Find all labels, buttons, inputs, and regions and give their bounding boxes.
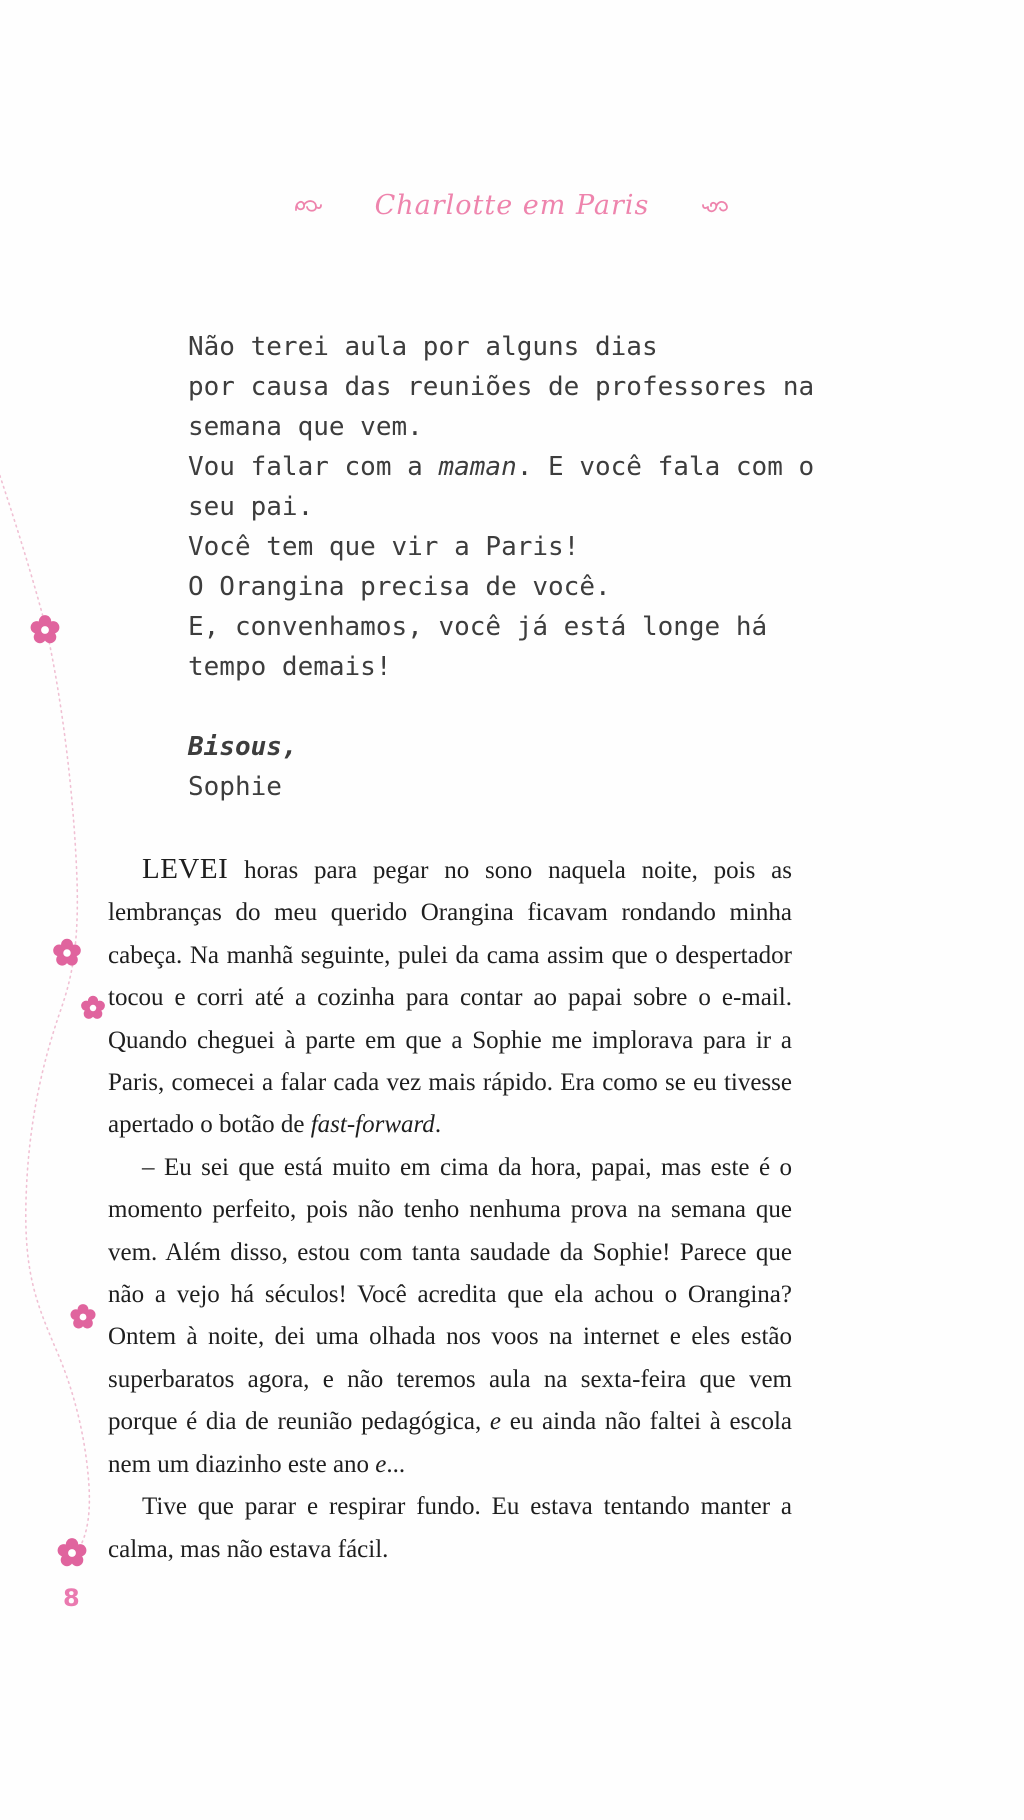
email-line [188,567,814,607]
text-segment: e [489,1408,502,1436]
flower-icon [53,939,81,966]
text-segment: Bisous, [188,732,298,762]
email-line [188,647,814,687]
paragraph [108,848,792,1147]
text-segment: Você tem que vir a Paris! [188,532,580,562]
text-segment: Vou falar com a [188,452,439,482]
text-segment: semana que vem. [188,412,423,442]
text-segment: eu ainda não faltei à escola nem um diazinho este ano [108,1408,792,1478]
email-line [188,727,814,767]
text-segment: – Eu sei que está muito em cima da hora, papai, mas este é o momento perfeito, pois não tenho nenhuma prova na semana que vem. Além disso, estou com tanta saudade da Sophie! Parece que não a vejo há séculos! Você acredita que ela achou o Orangina? Ontem à noite, dei uma olhada nos voos na internet e eles estão superbaratos agora, e não teremos aula na sexta-feira que vem porque é dia de reunião pedagógica, [108,1153,792,1436]
text-segment: LEVEI [142,853,229,885]
text-segment: fast-forward [310,1111,435,1139]
page-number: 8 [63,1584,80,1612]
dotted-vine-line [0,470,89,1556]
email-line [188,447,814,487]
text-segment: tempo demais! [188,652,392,682]
header-ornament-right-icon [701,196,731,216]
text-segment: Tive que parar e respirar fundo. Eu estava tentando manter a calma, mas não estava fácil. [108,1493,792,1563]
book-title: Charlotte em Paris [374,190,650,221]
email-line [188,327,814,367]
text-segment: horas para pegar no sono naquela noite, pois as lembranças do meu querido Orangina ficavam rondando minha cabeça. Na manhã seguinte, pulei da cama assim que o despertador tocou e corri até a cozinha para contar ao papai sobre o e-mail. Quando cheguei à parte em que a Sophie me implorava para ir a Paris, comecei a falar cada vez mais rápido. Era como se eu tivesse apertado o botão de [108,857,792,1139]
paragraph [108,1486,792,1571]
flower-icon [70,1304,95,1328]
text-segment: O Orangina precisa de você. [188,572,611,602]
email-line [188,607,814,647]
text-segment: E, convenhamos, você já está longe há [188,612,768,642]
narrative-text-block [108,848,792,1571]
email-line [188,487,814,527]
header-ornament-left-icon [293,196,323,216]
paragraph [108,1147,792,1486]
email-text-block [188,327,814,807]
text-segment: ... [386,1450,406,1478]
flower-icon [58,1538,87,1566]
flower-icon [31,615,60,643]
email-line [188,767,814,807]
email-line [188,407,814,447]
text-segment: por causa das reuniões de professores na [188,372,815,402]
text-segment: Sophie [188,772,282,802]
email-line [188,527,814,567]
text-segment: e [375,1450,387,1478]
flower-icon [81,996,105,1019]
email-line [188,367,814,407]
text-segment: Não terei aula por alguns dias [188,332,658,362]
email-line [188,687,814,727]
running-header [0,190,1024,221]
text-segment: maman [438,452,517,482]
text-segment: . E você fala com o [516,452,815,482]
text-segment: seu pai. [188,492,314,522]
text-segment: . [434,1111,442,1139]
